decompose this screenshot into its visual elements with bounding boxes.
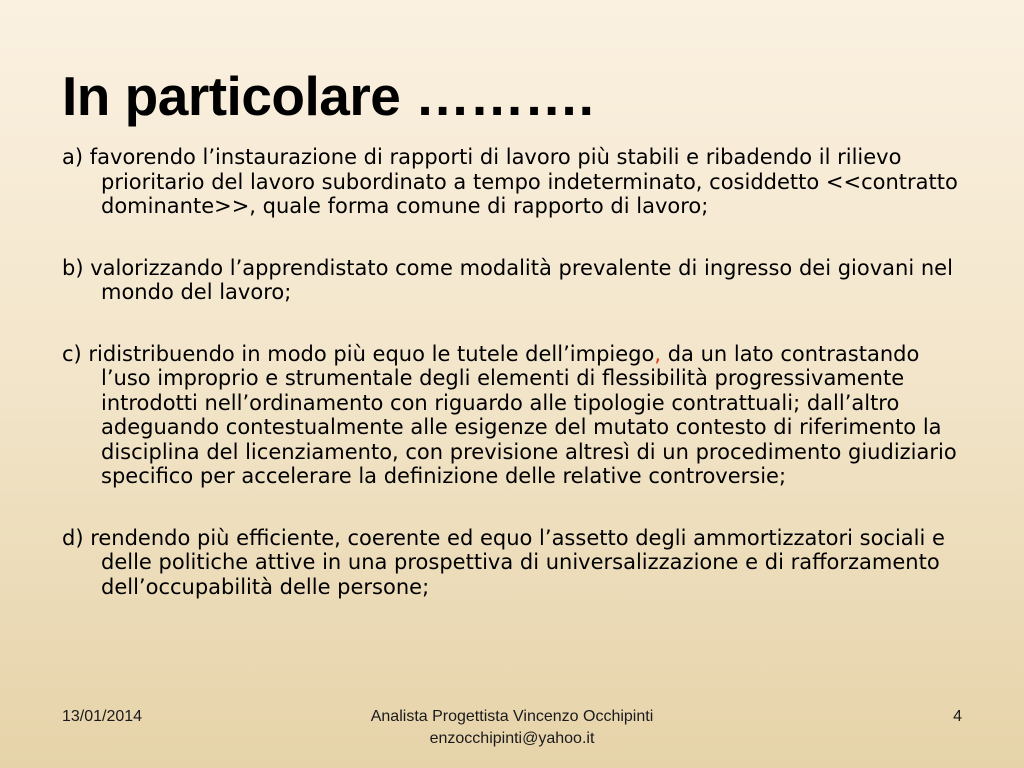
list-item-c <box>62 342 972 489</box>
item-d-prefix: d) <box>62 525 91 550</box>
item-b-prefix: b) <box>62 255 91 280</box>
list-item-d <box>62 526 972 600</box>
item-c-prefix: c) <box>62 341 89 366</box>
item-b-text: valorizzando l’apprendistato come modalità prevalente di ingresso dei giovani nel mondo del lavoro; <box>90 255 953 304</box>
page-number: 4 <box>953 708 962 725</box>
list-item-b <box>62 256 972 305</box>
slide-title: In particolare ………. <box>62 65 594 127</box>
footer-author-line: Analista Progettista Vincenzo Occhipinti <box>370 708 654 725</box>
item-a-text: favorendo l’instaurazione di rapporti di lavoro più stabili e ribadendo il rilievo prioritario del lavoro subordinato a tempo indeterminato, cosiddetto <<contratto dominante>>, quale forma comune di rapporto di lavoro; <box>89 145 958 218</box>
item-d-text: rendendo più efficiente, coerente ed equo l’assetto degli ammortizzatori sociali e delle politiche attive in una prospettiva di universalizzazione e di rafforzamento dell’occupabilità delle persone; <box>90 525 945 599</box>
slide-content <box>62 145 972 599</box>
item-c-text-before: ridistribuendo in modo più equo le tutele dell’impiego <box>88 341 655 366</box>
footer-author <box>312 706 712 750</box>
item-c-accent-comma: , <box>654 341 662 366</box>
list-item-a <box>62 145 972 219</box>
item-a-prefix: a) <box>62 145 90 169</box>
item-c-text-after: da un lato contrastando l’uso improprio e strumentale degli elementi di flessibilità progressivamente introdotti nell’ordinamento con riguardo alle tipologie contrattuali; dall’altro adeguando contestualmente alle esigenze del mutato contesto di riferimento la disciplina del licenziamento, con previsione altresì di un procedimento giudiziario specifico per accelerare la definizione delle relative controversie; <box>101 341 957 488</box>
footer-date: 13/01/2014 <box>62 708 143 725</box>
footer-email-line: enzocchipinti@yahoo.it <box>429 730 595 747</box>
